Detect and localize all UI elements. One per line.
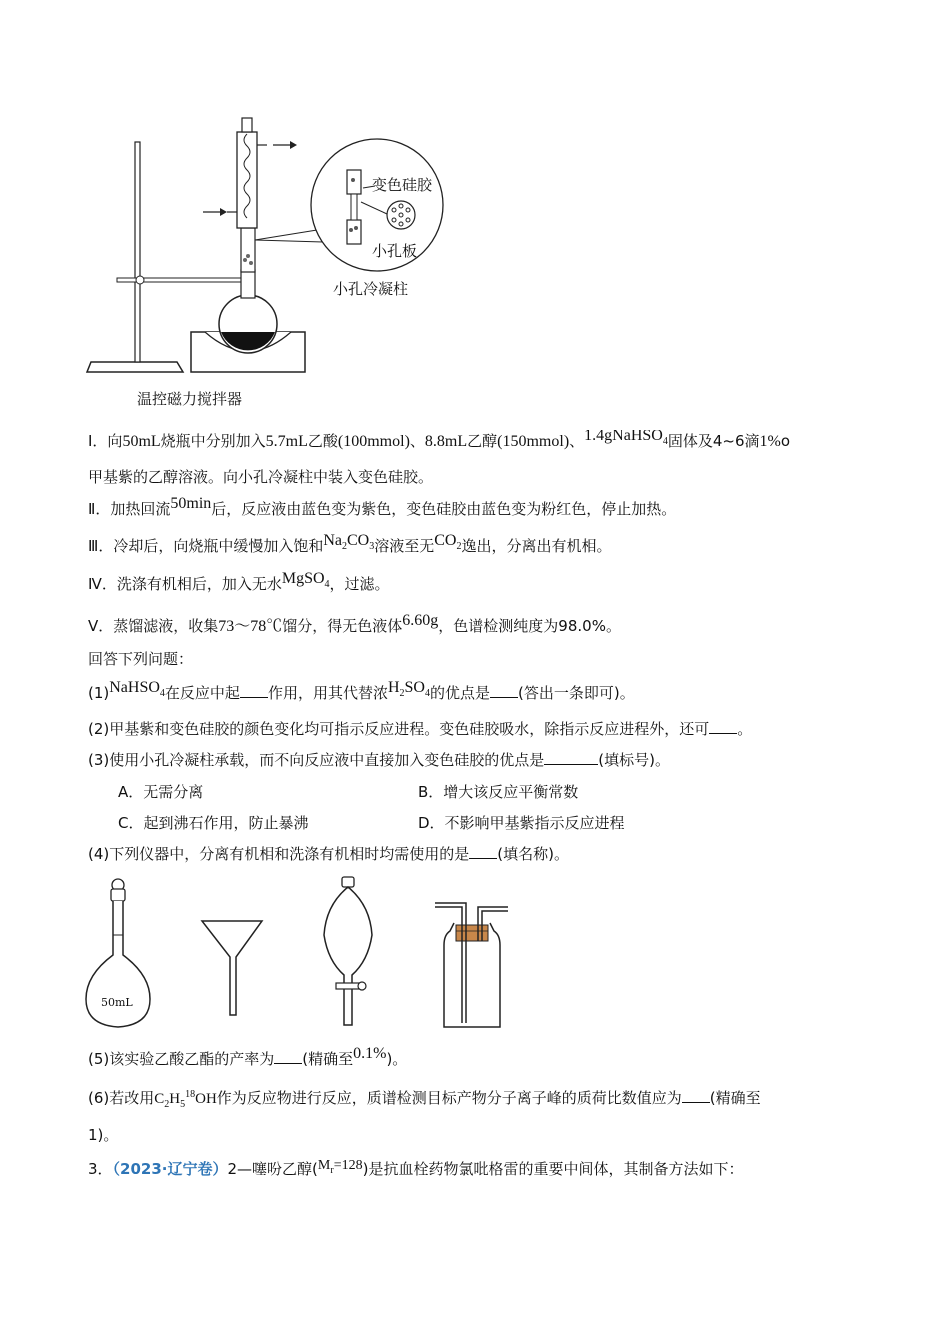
label-stirrer: 温控磁力搅拌器	[137, 390, 243, 408]
separatory-funnel-icon	[324, 877, 372, 1025]
questions-intro: 回答下列问题：	[88, 650, 194, 668]
flask-volume-label: 50mL	[101, 996, 133, 1009]
step-5: Ⅴ．蒸馏滤液，收集73～78℃馏分，得无色液体6.60g，色谱检测纯度为98.0%。	[88, 612, 621, 635]
answer-blank[interactable]	[544, 752, 598, 765]
option-b: B．增大该反应平衡常数	[418, 783, 579, 801]
label-perforated-plate: 小孔板	[372, 242, 418, 260]
funnel-icon	[202, 921, 262, 1015]
stand-rod	[135, 142, 140, 362]
stand-base	[87, 362, 183, 372]
question-6-line-1: (6)若改用$C_2H_5^{18}OH$作为反应物进行反应，质谱检测目标产物分子离子峰的质荷比数值应为 (精确至	[88, 1089, 761, 1110]
question-5: (5)该实验乙酸乙酯的产率为 (精确至0.1%)。	[88, 1045, 408, 1068]
answer-blank[interactable]	[240, 685, 268, 698]
question-6-line-2: 1)。	[88, 1126, 119, 1144]
question-3: (3)使用小孔冷凝柱承载，而不向反应液中直接加入变色硅胶的优点是 (填标号)。	[88, 751, 670, 769]
option-d: D．不影响甲基紫指示反应进程	[418, 814, 625, 832]
question-4: (4)下列仪器中，分离有机相和洗涤有机相时均需使用的是 (填名称)。	[88, 845, 569, 863]
label-condenser-column: 小孔冷凝柱	[333, 280, 409, 298]
answer-blank[interactable]	[274, 1051, 302, 1064]
question-3-header: 3．（2023·辽宁卷）2—噻吩乙醇$(M_r=128)$是抗血栓药物氯吡格雷的重要中间体，其制备方法如下：	[88, 1158, 744, 1178]
question-2: (2)甲基紫和变色硅胶的颜色变化均可指示反应进程。变色硅胶吸水，除指示反应进程外，还可 。	[88, 720, 753, 738]
perforated-plate-icon	[387, 201, 415, 229]
step-1-line-2: 甲基紫的乙醇溶液。向小孔冷凝柱中装入变色硅胶。	[88, 468, 434, 486]
answer-blank[interactable]	[469, 846, 497, 859]
answer-blank[interactable]	[490, 685, 518, 698]
step-4: Ⅳ．洗涤有机相后，加入无水MgSO$_4$，过滤。	[88, 570, 390, 593]
step-3: Ⅲ．冷却后，向烧瓶中缓慢加入饱和$Na_2CO_3$溶液至无$CO_2$逸出，分离出有机相。	[88, 532, 612, 555]
gas-washing-bottle-icon	[435, 903, 508, 1027]
step-2: Ⅱ．加热回流50min后，反应液由蓝色变为紫色，变色硅胶由蓝色变为粉红色，停止加热。	[88, 495, 677, 518]
option-a: A．无需分离	[118, 783, 204, 801]
option-c: C．起到沸石作用，防止暴沸	[118, 814, 309, 832]
answer-blank[interactable]	[682, 1090, 710, 1103]
source-tag: （2023·辽宁卷）	[112, 1160, 228, 1178]
label-silica-gel: 变色硅胶	[372, 176, 433, 194]
answer-blank[interactable]	[709, 721, 737, 734]
instruments-figure	[80, 875, 520, 1035]
question-1: (1)NaHSO$_4$在反应中起 作用，用其代替浓$H_2SO_4$的优点是 (答出一条即可)。	[88, 679, 635, 702]
step-1-line-1: Ⅰ．向50mL烧瓶中分别加入5.7mL乙酸(100mmol)、8.8mL乙醇(150mmol)、1.4gNaHSO$_4$固体及4~6滴1%o	[88, 430, 791, 450]
